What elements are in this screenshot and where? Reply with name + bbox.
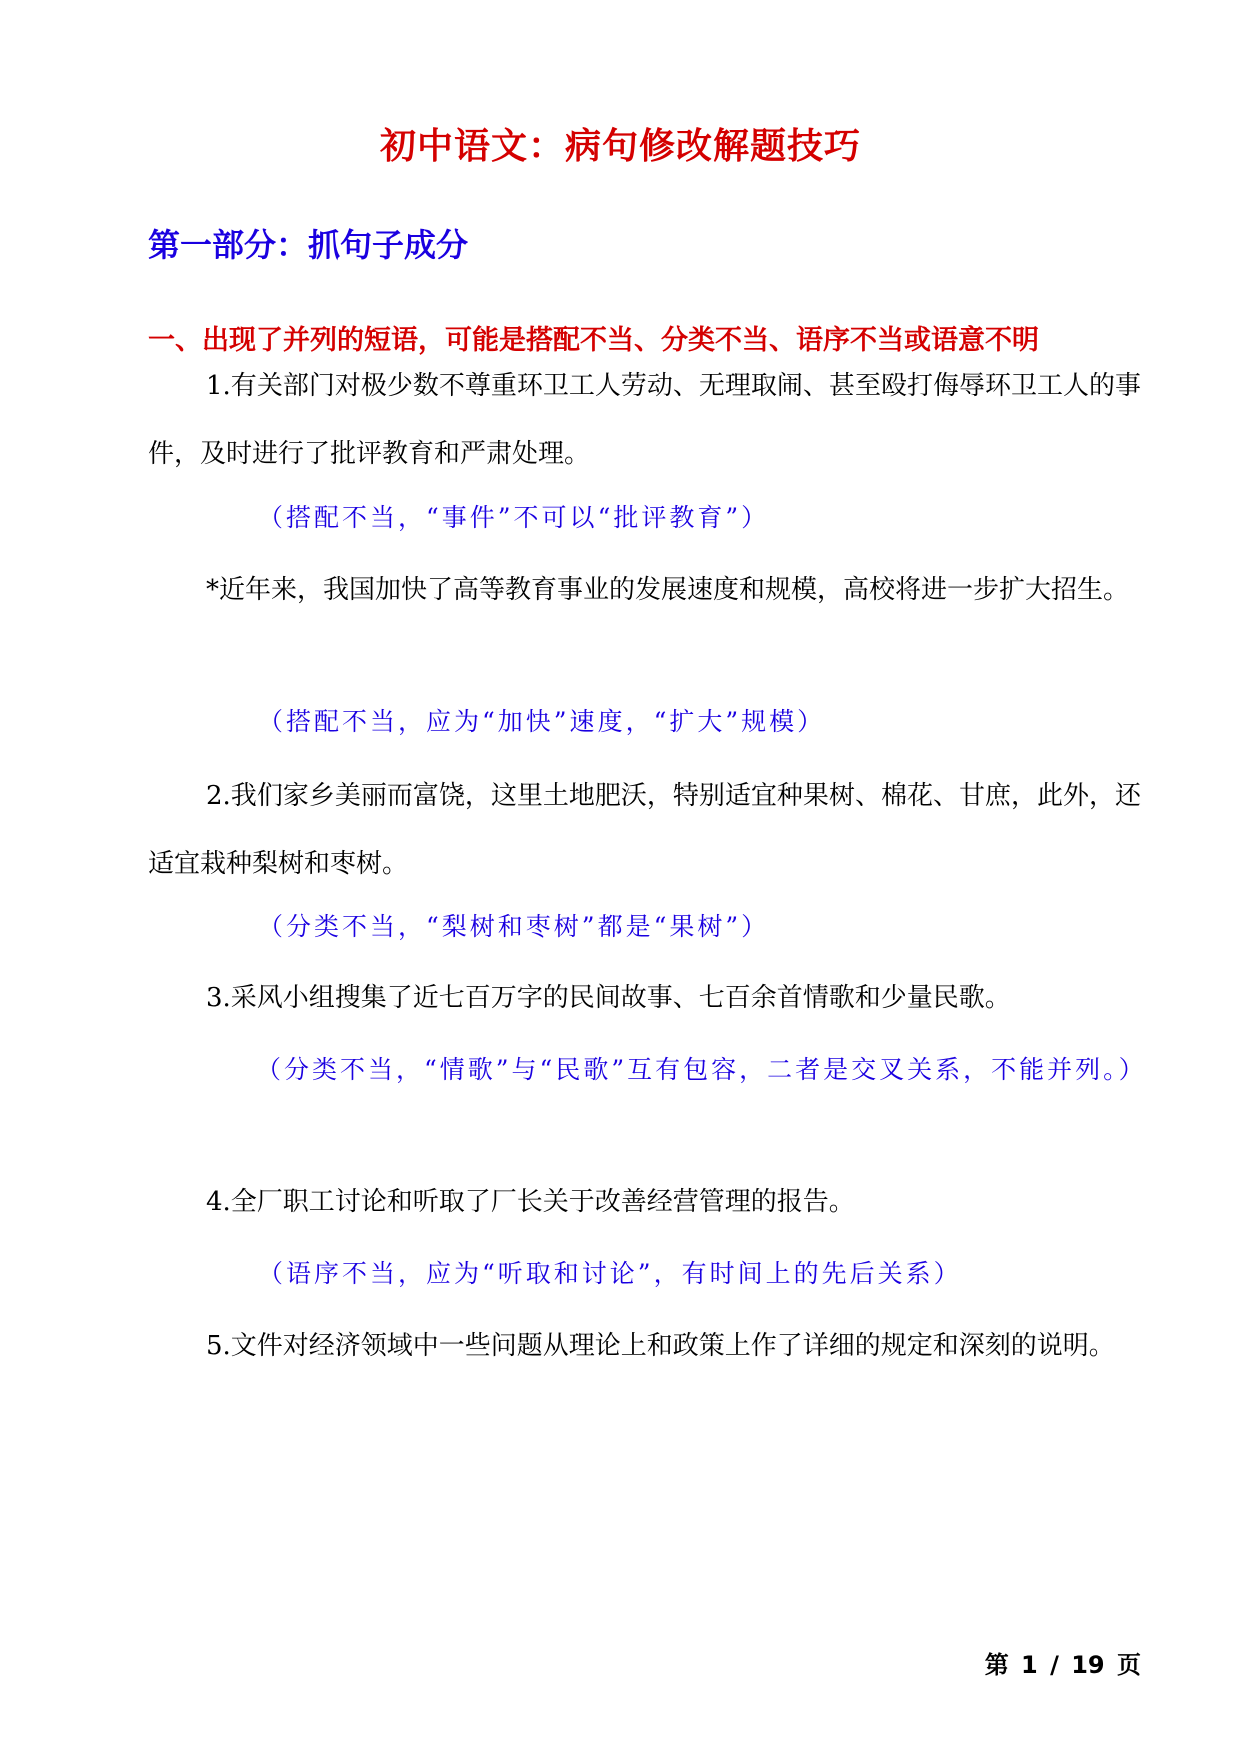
part-heading: 第一部分：抓句子成分 — [148, 226, 469, 264]
note-item-2: （分类不当，“梨树和枣树”都是“果树”） — [258, 912, 770, 941]
document-title: 初中语文：病句修改解题技巧 — [379, 125, 861, 167]
paragraph-item-4: 4.全厂职工讨论和听取了厂长关于改善经营管理的报告。 — [206, 1187, 855, 1217]
paragraph-item-star: *近年来，我国加快了高等教育事业的发展速度和规模，高校将进一步扩大招生。 — [206, 575, 1130, 605]
note-item-1: （搭配不当，“事件”不可以“批评教育”） — [258, 503, 770, 532]
note-item-4: （语序不当，应为“听取和讨论”，有时间上的先后关系） — [258, 1259, 962, 1288]
page-footer: 第 1 / 19 页 — [984, 1651, 1141, 1679]
paragraph-item-2: 2.我们家乡美丽而富饶，这里土地肥沃，特别适宜种果树、棉花、甘庶，此外，还适宜栽种梨树和枣树。 — [148, 781, 1141, 879]
paragraph-item-5: 5.文件对经济领域中一些问题从理论上和政策上作了详细的规定和深刻的说明。 — [206, 1331, 1115, 1361]
paragraph-item-3: 3.采风小组搜集了近七百万字的民间故事、七百余首情歌和少量民歌。 — [206, 983, 1011, 1013]
paragraph-item-1: 1.有关部门对极少数不尊重环卫工人劳动、无理取闹、甚至殴打侮辱环卫工人的事件，及时进行了批评教育和严肃处理。 — [148, 371, 1141, 469]
note-item-star: （搭配不当，应为“加快”速度，“扩大”规模） — [258, 707, 826, 736]
note-item-3: （分类不当，“情歌”与“民歌”互有包容，二者是交叉关系，不能并列。） — [256, 1055, 1147, 1084]
section-heading: 一、出现了并列的短语，可能是搭配不当、分类不当、语序不当或语意不明 — [148, 325, 1039, 356]
